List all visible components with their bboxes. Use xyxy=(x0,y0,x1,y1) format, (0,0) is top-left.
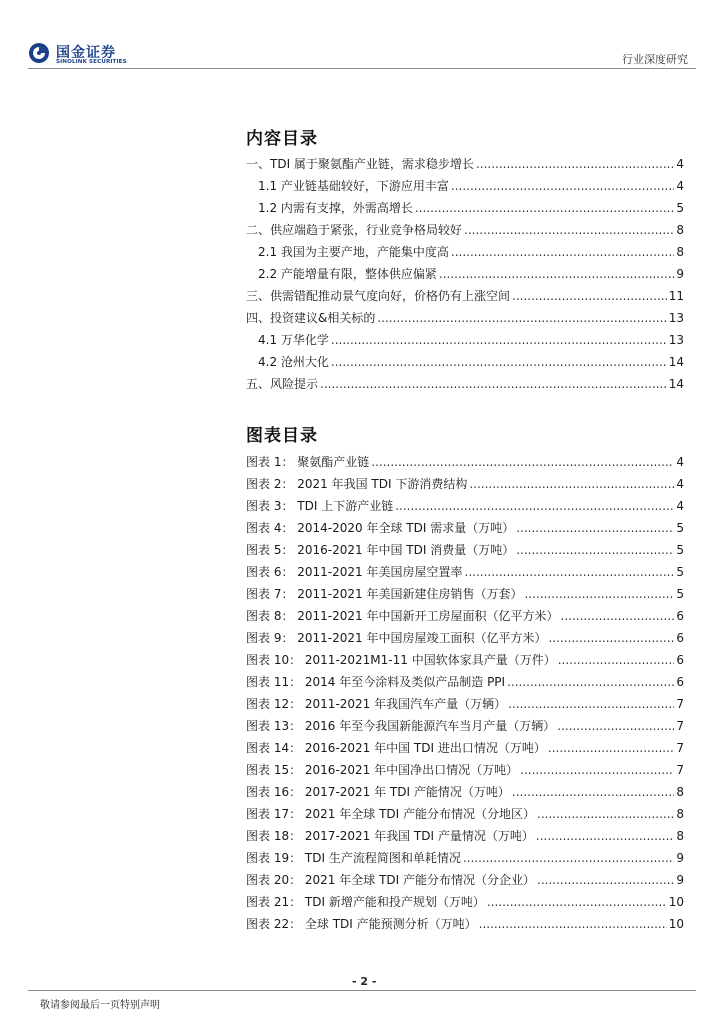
toc-entry[interactable] xyxy=(246,218,684,238)
toc-entry[interactable] xyxy=(258,196,684,216)
leader-dots xyxy=(561,608,675,624)
toc-entry-label: 1.2 内需有支撑，外需高增长 xyxy=(258,201,413,215)
figure-entry-page: 6 xyxy=(676,653,684,667)
page-header xyxy=(28,34,696,69)
leader-dots xyxy=(451,244,674,260)
leader-dots xyxy=(465,564,675,580)
leader-dots xyxy=(464,222,674,238)
figure-entry-label: 图表 20： 2021 年全球 TDI 产能分布情况（分企业） xyxy=(246,873,535,887)
document-type: 行业深度研究 xyxy=(622,53,688,66)
toc-entry[interactable] xyxy=(246,284,684,304)
figure-entry[interactable] xyxy=(246,450,684,470)
toc-entry-label: 2.1 我国为主要产地，产能集中度高 xyxy=(258,245,449,259)
figure-entry-label: 图表 15： 2016-2021 年中国净出口情况（万吨） xyxy=(246,763,519,777)
figure-entry-label: 图表 2： 2021 年我国 TDI 下游消费结构 xyxy=(246,477,468,491)
toc-entry-label: 2.2 产能增量有限，整体供应偏紧 xyxy=(258,267,437,281)
leader-dots xyxy=(451,178,674,194)
toc-entry-page: 4 xyxy=(676,179,684,193)
figure-entry-page: 10 xyxy=(668,895,684,909)
leader-dots xyxy=(479,916,667,932)
leader-dots xyxy=(549,630,675,646)
contents-heading: 内容目录 xyxy=(246,129,318,149)
leader-dots xyxy=(558,652,675,668)
toc-entry-page: 13 xyxy=(668,311,684,325)
leader-dots xyxy=(395,498,674,514)
leader-dots xyxy=(536,828,674,844)
toc-entry-label: 1.1 产业链基础较好，下游应用丰富 xyxy=(258,179,449,193)
figure-entry-page: 6 xyxy=(676,609,684,623)
figure-entry[interactable] xyxy=(246,538,684,558)
figure-entry-page: 5 xyxy=(676,587,684,601)
toc-entry[interactable] xyxy=(258,174,684,194)
leader-dots xyxy=(415,200,674,216)
leader-dots xyxy=(516,520,674,536)
toc-entry-page: 8 xyxy=(676,223,684,237)
figure-entry[interactable] xyxy=(246,780,684,800)
figure-entry-label: 图表 9： 2011-2021 年中国房屋竣工面积（亿平方米） xyxy=(246,631,547,645)
toc-entry[interactable] xyxy=(246,372,684,392)
toc-entry[interactable] xyxy=(246,306,684,326)
figure-entry-page: 6 xyxy=(676,675,684,689)
figure-entry[interactable] xyxy=(246,912,684,932)
figure-entry-page: 8 xyxy=(676,807,684,821)
figure-entry-label: 图表 18： 2017-2021 年我国 TDI 产量情况（万吨） xyxy=(246,829,534,843)
leader-dots xyxy=(520,762,674,778)
toc-entry-label: 一、TDI 属于聚氨酯产业链，需求稳步增长 xyxy=(246,157,474,171)
figure-entry-label: 图表 5： 2016-2021 年中国 TDI 消费量（万吨） xyxy=(246,543,515,557)
leader-dots xyxy=(512,784,674,800)
figure-entry-page: 7 xyxy=(676,741,684,755)
figure-entry[interactable] xyxy=(246,582,684,602)
leader-dots xyxy=(487,894,667,910)
figure-entry-page: 7 xyxy=(676,763,684,777)
footer-divider xyxy=(28,990,696,991)
toc-entry-page: 5 xyxy=(676,201,684,215)
leader-dots xyxy=(476,156,674,172)
figure-entry[interactable] xyxy=(246,494,684,514)
leader-dots xyxy=(512,288,667,304)
figure-entry-label: 图表 6： 2011-2021 年美国房屋空置率 xyxy=(246,565,463,579)
figure-entry-page: 8 xyxy=(676,785,684,799)
figure-entry-page: 8 xyxy=(676,829,684,843)
leader-dots xyxy=(537,806,674,822)
figure-entry-page: 5 xyxy=(676,565,684,579)
toc-entry[interactable] xyxy=(258,262,684,282)
toc-entry[interactable] xyxy=(258,328,684,348)
figure-entry-label: 图表 16： 2017-2021 年 TDI 产能情况（万吨） xyxy=(246,785,510,799)
toc-entry-label: 三、供需错配推动景气度向好，价格仍有上涨空间 xyxy=(246,289,511,303)
figure-entry[interactable] xyxy=(246,626,684,646)
figure-entry[interactable] xyxy=(246,472,684,492)
leader-dots xyxy=(371,454,674,470)
leader-dots xyxy=(525,586,675,602)
figure-entry[interactable] xyxy=(246,736,684,756)
figure-entry-label: 图表 19： TDI 生产流程简图和单耗情况 xyxy=(246,851,461,865)
logo-english-name: SINOLINK SECURITIES xyxy=(56,59,127,65)
sinolink-logo-icon xyxy=(28,42,50,64)
figure-entry-label: 图表 17： 2021 年全球 TDI 产能分布情况（分地区） xyxy=(246,807,535,821)
leader-dots xyxy=(331,332,667,348)
figure-entry-label: 图表 14： 2016-2021 年中国 TDI 进出口情况（万吨） xyxy=(246,741,546,755)
figure-entry-label: 图表 4： 2014-2020 年全球 TDI 需求量（万吨） xyxy=(246,521,515,535)
toc-entry-page: 11 xyxy=(668,289,684,303)
figure-entry-page: 4 xyxy=(676,477,684,491)
toc-entry-page: 9 xyxy=(676,267,684,281)
toc-entry-label: 4.1 万华化学 xyxy=(258,333,329,347)
leader-dots xyxy=(463,850,675,866)
figure-entry-page: 5 xyxy=(676,543,684,557)
toc-entry-label: 五、风险提示 xyxy=(246,377,319,391)
figure-entry-page: 9 xyxy=(676,851,684,865)
figure-entry-page: 7 xyxy=(676,719,684,733)
toc-entry-page: 4 xyxy=(676,157,684,171)
figure-entry[interactable] xyxy=(246,890,684,910)
leader-dots xyxy=(537,872,674,888)
figure-entry-page: 4 xyxy=(676,499,684,513)
leader-dots xyxy=(320,376,667,392)
leader-dots xyxy=(507,674,674,690)
leader-dots xyxy=(508,696,674,712)
figure-entry[interactable] xyxy=(246,692,684,712)
leader-dots xyxy=(331,354,667,370)
toc-entry-label: 二、供应端趋于紧张，行业竞争格局较好 xyxy=(246,223,463,237)
figures-heading: 图表目录 xyxy=(246,426,318,446)
toc-entry-page: 14 xyxy=(668,355,684,369)
figure-entry-label: 图表 10： 2011-2021M1-11 中国软体家具产量（万件） xyxy=(246,653,556,667)
figure-entry-page: 7 xyxy=(676,697,684,711)
toc-entry-label: 4.2 沧州大化 xyxy=(258,355,329,369)
leader-dots xyxy=(469,476,674,492)
figure-entry[interactable] xyxy=(246,758,684,778)
figure-entry-page: 5 xyxy=(676,521,684,535)
toc-entry[interactable] xyxy=(246,152,684,172)
figure-entry-page: 9 xyxy=(676,873,684,887)
toc-entry-page: 13 xyxy=(668,333,684,347)
leader-dots xyxy=(548,740,674,756)
leader-dots xyxy=(377,310,666,326)
leader-dots xyxy=(516,542,674,558)
figure-entry[interactable] xyxy=(246,604,684,624)
figure-entry-label: 图表 7： 2011-2021 年美国新建住房销售（万套） xyxy=(246,587,523,601)
toc-entry[interactable] xyxy=(258,240,684,260)
figure-entry[interactable] xyxy=(246,516,684,536)
figure-entry[interactable] xyxy=(246,846,684,866)
figure-entry-label: 图表 21： TDI 新增产能和投产规划（万吨） xyxy=(246,895,485,909)
logo-chinese-name: 国金证券 xyxy=(56,45,116,61)
leader-dots xyxy=(439,266,674,282)
figure-entry-label: 图表 8： 2011-2021 年中国新开工房屋面积（亿平方米） xyxy=(246,609,559,623)
toc-entry[interactable] xyxy=(258,350,684,370)
figure-entry[interactable] xyxy=(246,560,684,580)
footer-disclaimer: 敬请参阅最后一页特别声明 xyxy=(40,1000,160,1011)
figure-entry[interactable] xyxy=(246,714,684,734)
figure-entry-page: 6 xyxy=(676,631,684,645)
toc-entry-label: 四、投资建议&相关标的 xyxy=(246,311,376,325)
figure-entry-label: 图表 11： 2014 年至今涂料及类似产品制造 PPI xyxy=(246,675,506,689)
page-number: - 2 - xyxy=(352,975,377,988)
figure-entry[interactable] xyxy=(246,648,684,668)
figure-entry-label: 图表 3： TDI 上下游产业链 xyxy=(246,499,394,513)
figure-entry-label: 图表 12： 2011-2021 年我国汽车产量（万辆） xyxy=(246,697,507,711)
leader-dots xyxy=(557,718,674,734)
figure-entry-label: 图表 22： 全球 TDI 产能预测分析（万吨） xyxy=(246,917,477,931)
figure-entry-label: 图表 13： 2016 年至今我国新能源汽车当月产量（万辆） xyxy=(246,719,556,733)
figure-entry-label: 图表 1： 聚氨酯产业链 xyxy=(246,455,370,469)
figure-entry-page: 4 xyxy=(676,455,684,469)
figure-entry[interactable] xyxy=(246,824,684,844)
toc-entry-page: 14 xyxy=(668,377,684,391)
figure-entry[interactable] xyxy=(246,868,684,888)
figure-entry-page: 10 xyxy=(668,917,684,931)
figure-entry[interactable] xyxy=(246,670,684,690)
figure-entry[interactable] xyxy=(246,802,684,822)
toc-entry-page: 8 xyxy=(676,245,684,259)
